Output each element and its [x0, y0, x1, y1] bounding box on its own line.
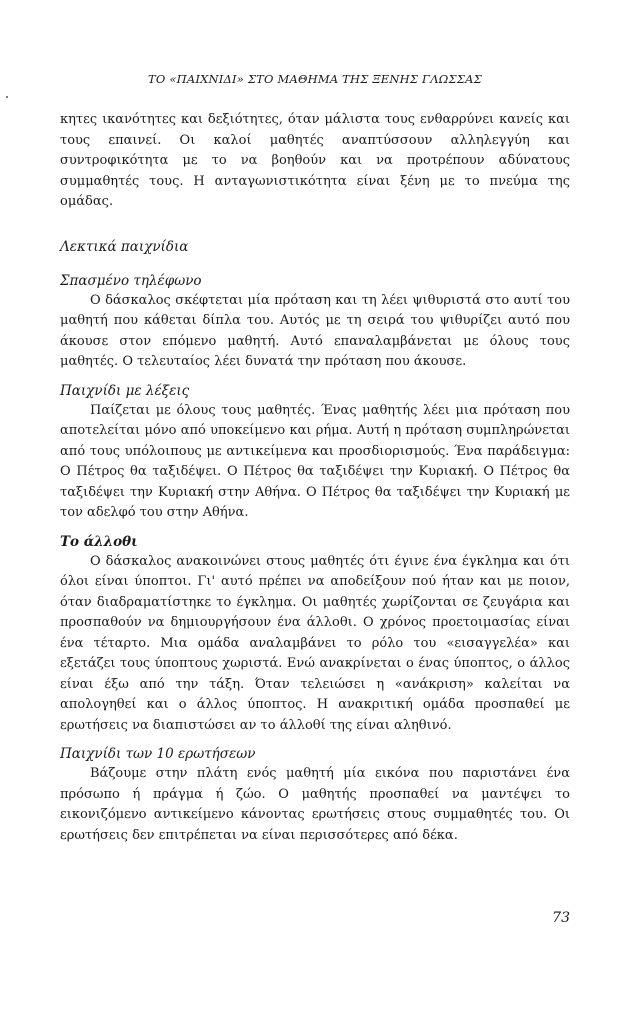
page-number: 73	[552, 910, 570, 926]
scan-speck	[6, 96, 8, 98]
subsection-title-ten-questions: Παιχνίδι των 10 ερωτήσεων	[60, 746, 256, 762]
subsection-title-broken-telephone: Σπασμένο τηλέφωνο	[60, 272, 202, 289]
page-body	[60, 72, 570, 846]
subsection-text-broken-telephone: Ο δάσκαλος σκέφτεται μία πρόταση και τη λέει ψιθυριστά στο αυτί του μαθητή που κάθεται δίπλα του. Αυτός με τη σειρά του ψιθυρίζει αυτό που άκουσε στον επόμενο μαθητή. Αυτό επαναλαμβάνεται με όλους τους μαθητές. Ο τελευταίος λέει δυνατά την πρόταση που άκουσε.	[60, 292, 570, 369]
subsection-text-alibi: Ο δάσκαλος ανακοινώνει στους μαθητές ότι έγινε ένα έγκλημα και ότι όλοι είναι ύποπτοι. Γι' αυτό πρέπει να αποδείξουν πού ήταν και με ποιον, όταν διαδραματίστηκε το έγκλημα. Οι μαθητές χωρίζονται σε ζευγάρια και προσπαθούν να δημιουργήσουν ένα άλλοθι. Ο χρόνος προετοιμασίας είναι ένα τέταρτο. Μια ομάδα αναλαμβάνει το ρόλο του «εισαγγελέα» και εξετάζει τους ύποπτους χωριστά. Ενώ ανακρίνεται ο ένας ύποπτος, ο άλλος είναι έξω από την τάξη. Όταν τελειώσει η «ανάκριση» καλείται να απολογηθεί και ο άλλος ύποπτος. Η ανακριτική ομάδα προσπαθεί με ερωτήσεις να διαπιστώσει αν το άλλοθί της είναι αληθινό.	[60, 553, 570, 733]
subsection-text-ten-questions: Βάζουμε στην πλάτη ενός μαθητή μία εικόνα που παριστάνει ένα πρόσωπο ή πράγμα ή ζώο. Ο μαθητής προσπαθεί να μαντέψει το εικονιζόμενο αντικείμενο κάνοντας ερωτήσεις στους συμμαθητές του. Οι ερωτήσεις δεν επιτρέπεται να είναι περισσότερες από δέκα.	[60, 766, 570, 843]
subsection-text-word-game: Παίζεται με όλους τους μαθητές. Ένας μαθητής λέει μια πρόταση που αποτελείται μόνο από υποκείμενο και ρήμα. Αυτή η πρόταση συμπληρώνεται από τους υπόλοιπους με αντικείμενα και προσδιορισμούς. Ένα παράδειγμα: Ο Πέτρος θα ταξιδέψει. Ο Πέτρος θα ταξιδέψει την Κυριακή. Ο Πέτρος θα ταξιδέψει την Κυριακή στην Αθήνα. Ο Πέτρος θα ταξιδέψει την Κυριακή με τον αδελφό του στην Αθήνα.	[60, 402, 570, 520]
subsection-title-word-game: Παιχνίδι με λέξεις	[60, 382, 190, 399]
subsection-title-alibi: Το άλλοθι	[60, 533, 138, 550]
intro-paragraph: κητες ικανότητες και δεξιότητες, όταν μάλιστα τους ενθαρρύνει κανείς και τους επαινεί. Οι καλοί μαθητές αναπτύσσουν αλληλεγγύη και συντροφικότητα με το να βοηθούν και να προτρέπουν αδύνατους συμμαθητές τους. Η ανταγωνιστικότητα είναι ξένη με το πνεύμα της ομάδας.	[60, 112, 570, 209]
section-title: Λεκτικά παιχνίδια	[60, 238, 189, 255]
running-head: ΤΟ «ΠΑΙΧΝΙΔΙ» ΣΤΟ ΜΑΘΗΜΑ ΤΗΣ ΞΕΝΗΣ ΓΛΩΣΣΑΣ	[148, 72, 482, 86]
